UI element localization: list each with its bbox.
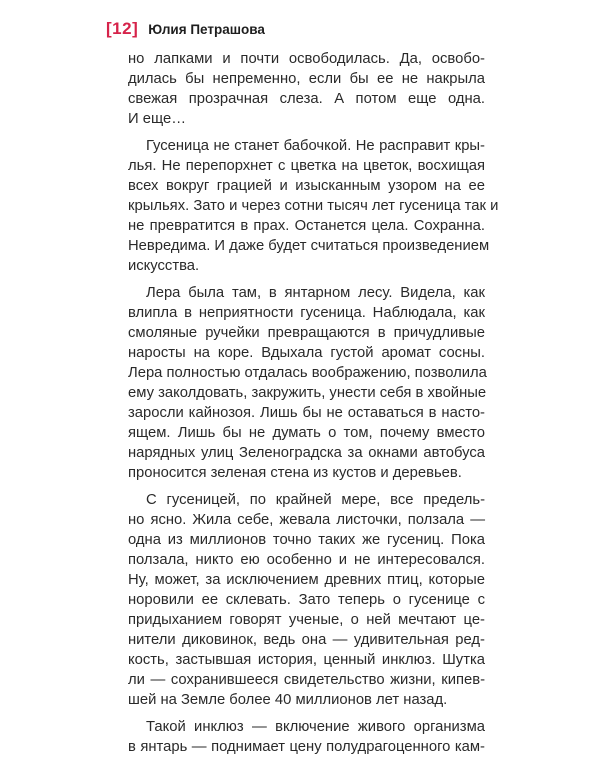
text-line: И еще… [128,111,187,127]
text-line: но ясно. Жила себе, жевала листочки, ползала — [128,512,485,528]
text-line: лья. Не перепорхнет с цветка на цветок, восхищая [128,158,485,174]
running-header [106,18,265,40]
text-line: ли — сохранившееся свидетельство жизни, кипев- [128,672,485,688]
author-name: Юлия Петрашова [148,21,265,37]
text-line: ящем. Лишь бы не думать о том, почему вместо [128,425,485,441]
text-line: проносится зеленая стена из кустов и деревьев. [128,465,462,481]
text-line: не превратится в прах. Останется цела. Сохранна. [128,218,485,234]
text-line: кость, застывшая история, ценный инклюз. Шутка [128,652,485,668]
text-line: Лера полностью отдалась воображению, позволила [128,365,487,381]
page-number: [12] [106,19,139,38]
text-line: дилась бы непременно, если бы ее не накрыла [128,71,485,87]
body-text [128,49,499,764]
text-line: одна из миллионов точно таких же гусениц. Пока [128,532,485,548]
text-line: Ну, может, за исключением древних птиц, которые [128,572,485,588]
text-line: крыльях. Зато и через сотни тысяч лет гусеница так и [128,198,499,214]
text-line: искусства. [128,258,200,274]
text-line: наросты на коре. Вдыхала густой аромат сосны. [128,345,485,361]
paragraph [128,136,499,283]
text-line: норовили ее склевать. Зато теперь о гусенице с [128,592,485,608]
text-line: нарядных улиц Зеленоградска за окнами автобуса [128,445,485,461]
text-line: С гусеницей, по крайней мере, все предель- [146,492,485,508]
paragraph [128,490,485,717]
text-line: свежая прозрачная слеза. А потом еще одна. [128,91,485,107]
paragraph [128,717,485,764]
text-line: Лера была там, в янтарном лесу. Видела, как [146,285,485,301]
text-line: ему заколдовать, закружить, унести себя в хвойные [128,385,487,401]
text-line: смоляные ручейки превращаются в причудливые [128,325,485,341]
text-line: нители диковинок, ведь она — удивительная ред- [128,632,485,648]
text-line: Невредима. И даже будет считаться произведением [128,238,490,254]
text-line: Такой инклюз — включение живого организма [146,719,485,735]
text-line: ползала, никто ею особенно и не интересовался. [128,552,485,568]
text-line: влипла в неприятности гусеница. Наблюдала, как [128,305,485,321]
text-line: Гусеница не станет бабочкой. Не расправит кры- [146,138,485,154]
paragraph [128,283,485,490]
text-line: придыханием говорят ученые, о ней мечтают це- [128,612,485,628]
paragraph [128,49,485,136]
text-line: заросли кайнозоя. Лишь бы не оставаться в насто- [128,405,485,421]
text-line: шей на Земле более 40 миллионов лет назад. [128,692,448,708]
text-line: но лапками и почти освободилась. Да, освобо- [128,51,485,67]
text-line: всех вокруг грацией и изысканным узором на ее [128,178,485,194]
text-line: в янтарь — поднимает цену полудрагоценного кам- [128,739,485,755]
